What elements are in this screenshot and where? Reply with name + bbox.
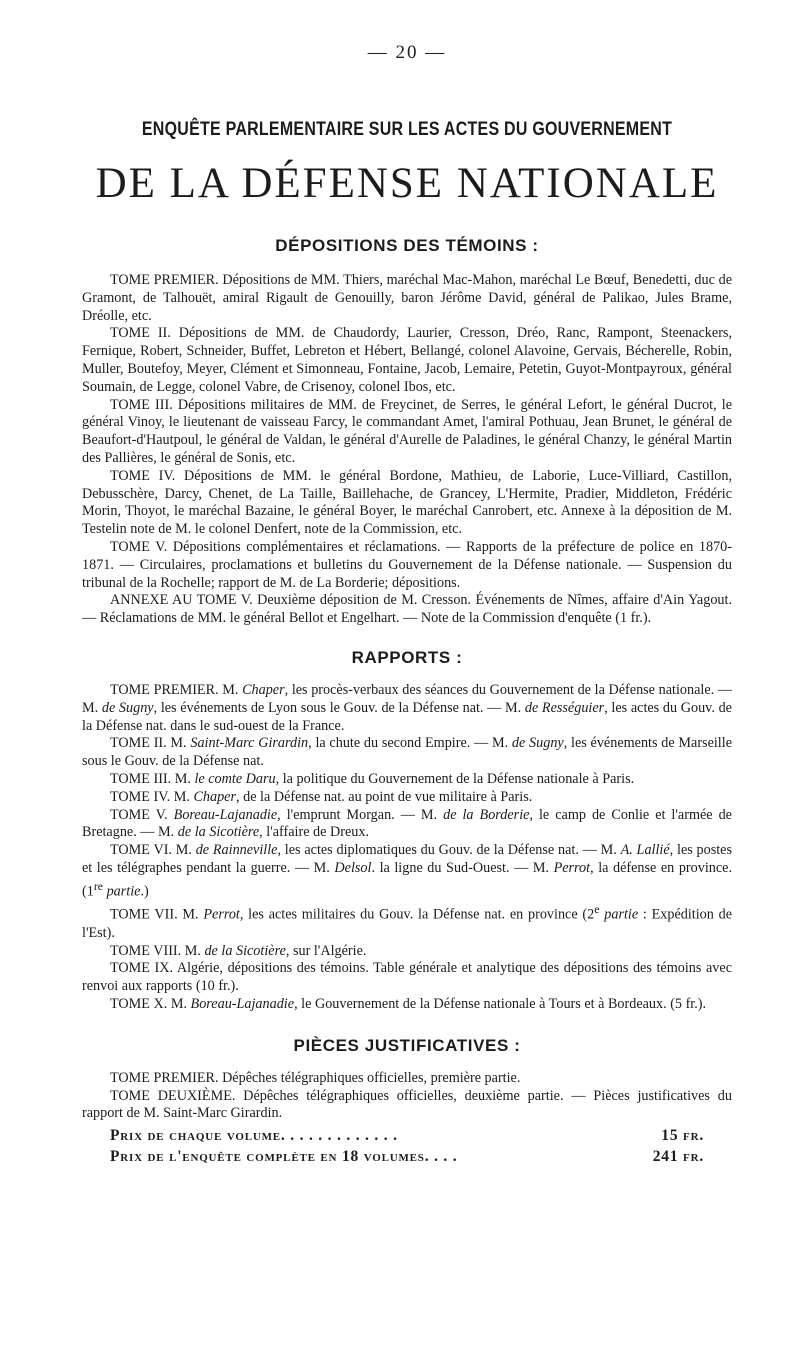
price-row-volume — [82, 1125, 732, 1146]
deposition-entry: TOME V. Dépositions complémentaires et réclamations. — Rapports de la préfecture de police en 1870-1871. — Circulaires, proclamations et bulletins du Gouvernement de la Défense nationale. — Suspension du tribunal de la Rochelle; rapport de M. de La Borderie; dépositions. — [82, 538, 732, 591]
series-title: ENQUÊTE PARLEMENTAIRE SUR LES ACTES DU GOUVERNEMENT — [141, 118, 673, 140]
deposition-entry: TOME II. Dépositions de MM. de Chaudordy, Laurier, Cresson, Dréo, Ranc, Rampont, Steenackers, Fernique, Robert, Schneider, Buffet, Lebreton et Hébert, Bellangé, colonel Alavoine, Gervais, Bécherelle, Robin, Muller, Boutefoy, Meyer, Clément et Simonneau, Fontaine, Jacob, Lemaire, Petetin, Guyot-Montpayroux, général Soumain, de Legge, colonel Vabre, de Crisenoy, colonel Ibos, etc. — [82, 325, 732, 395]
pieces-list — [82, 1070, 732, 1123]
piece-entry: TOME PREMIER. Dépêches télégraphiques officielles, première partie. — [110, 1069, 521, 1086]
price-list — [82, 1125, 732, 1167]
rapport-entry: TOME VI. M. de Rainneville, les actes diplomatiques du Gouv. de la Défense nat. — M. A. Lallié, les postes et les télégraphes pendant la guerre. — M. Delsol. la ligne du Sud-Ouest. — M. Perrot, la défense en province. (1re partie.) — [82, 842, 733, 900]
price-value: 241 fr. — [652, 1148, 704, 1166]
deposition-entry: ANNEXE AU TOME V. Deuxième déposition de M. Cresson. Événements de Nîmes, affaire d'Ain Yagout. — Réclamations de MM. le général Bellot et Engelhart. — Note de la Commission d'enquête (1 fr.). — [82, 592, 732, 627]
rapport-entry: TOME IX. Algérie, dépositions des témoins. Table générale et analytique des dépositions des témoins avec renvoi aux rapports (10 fr.). — [82, 960, 732, 995]
section-heading-pieces: PIÈCES JUSTIFICATIVES : — [293, 1035, 521, 1055]
piece-entry: TOME DEUXIÈME. Dépêches télégraphiques officielles, deuxième partie. — Pièces justificatives du rapport de M. Saint-Marc Girardin. — [82, 1087, 732, 1122]
rapport-entry: TOME VII. M. Perrot, les actes militaires du Gouv. la Défense nat. en province (2e partie : Expédition de l'Est). — [82, 902, 733, 941]
rapport-entry: TOME VIII. M. de la Sicotière, sur l'Algérie. — [110, 942, 367, 959]
page-number: — 20 — — [367, 42, 447, 63]
deposition-entry: TOME III. Dépositions militaires de MM. de Freycinet, de Serres, le général Lefort, le général Ducrot, le général Vinoy, le lieutenant de vaisseau Farcy, le commandant Amet, l'amiral Pothuau, Jean Brunet, le général de Beaufort-d'Hautpoul, le général de Valdan, le général d'Aurelle de Paladines, le général Chanzy, le général Martin des Pallières, le général de Sonis, etc. — [82, 396, 732, 466]
price-value: 15 fr. — [661, 1127, 704, 1145]
price-row-complete — [82, 1146, 732, 1167]
price-label: Prix de chaque volume. . . . . . . . . . . . . — [110, 1127, 398, 1145]
rapport-entry: TOME III. M. le comte Daru, la politique du Gouvernement de la Défense nationale à Paris. — [110, 770, 635, 787]
depositions-list — [82, 272, 732, 628]
deposition-entry: TOME PREMIER. Dépositions de MM. Thiers, maréchal Mac-Mahon, maréchal Le Bœuf, Benedetti, duc de Gramont, de Talhouët, amiral Rigault de Genouilly, baron Jérôme David, général de Palikao, Jules Brame, Dréolle, etc. — [82, 272, 732, 324]
price-label: Prix de l'enquête complète en 18 volumes. . . . — [110, 1148, 458, 1166]
deposition-entry: TOME IV. Dépositions de MM. le général Bordone, Mathieu, de Laborie, Luce-Villiard, Castillon, Debusschère, Darcy, Chenet, de La Taille, Baillehache, de Grancey, L'Hermite, Pradier, Middleton, Frédéric Morin, Thoyot, le maréchal Bazaine, le général Boyer, le maréchal Canrobert, etc. Annexe à la déposition de M. Testelin note de M. le colonel Denfert, note de la Commission, etc. — [82, 467, 732, 538]
page-title: DE LA DÉFENSE NATIONALE — [95, 160, 719, 207]
rapport-entry: TOME X. M. Boreau-Lajanadie, le Gouvernement de la Défense nationale à Tours et à Bordeaux. (5 fr.). — [110, 995, 707, 1012]
section-heading-depositions: DÉPOSITIONS DES TÉMOINS : — [275, 236, 539, 255]
rapports-list — [82, 682, 732, 1014]
rapport-entry: TOME IV. M. Chaper, de la Défense nat. au point de vue militaire à Paris. — [110, 788, 533, 805]
rapport-entry: TOME II. M. Saint-Marc Girardin, la chute du second Empire. — M. de Sugny, les événements de Marseille sous le Gouv. de la Défense nat. — [82, 735, 732, 770]
rapport-entry: TOME PREMIER. M. Chaper, les procès-verbaux des séances du Gouvernement de la Défense nationale. — M. de Sugny, les événements de Lyon sous le Gouv. de la Défense nat. — M. de Rességuier, les actes du Gouv. de la Défense nat. dans le sud-ouest de la France. — [82, 681, 732, 734]
section-heading-rapports: RAPPORTS : — [351, 647, 463, 667]
rapport-entry: TOME V. Boreau-Lajanadie, l'emprunt Morgan. — M. de la Borderie, le camp de Conlie et l'armée de Bretagne. — M. de la Sicotière, l'affaire de Dreux. — [82, 806, 732, 841]
